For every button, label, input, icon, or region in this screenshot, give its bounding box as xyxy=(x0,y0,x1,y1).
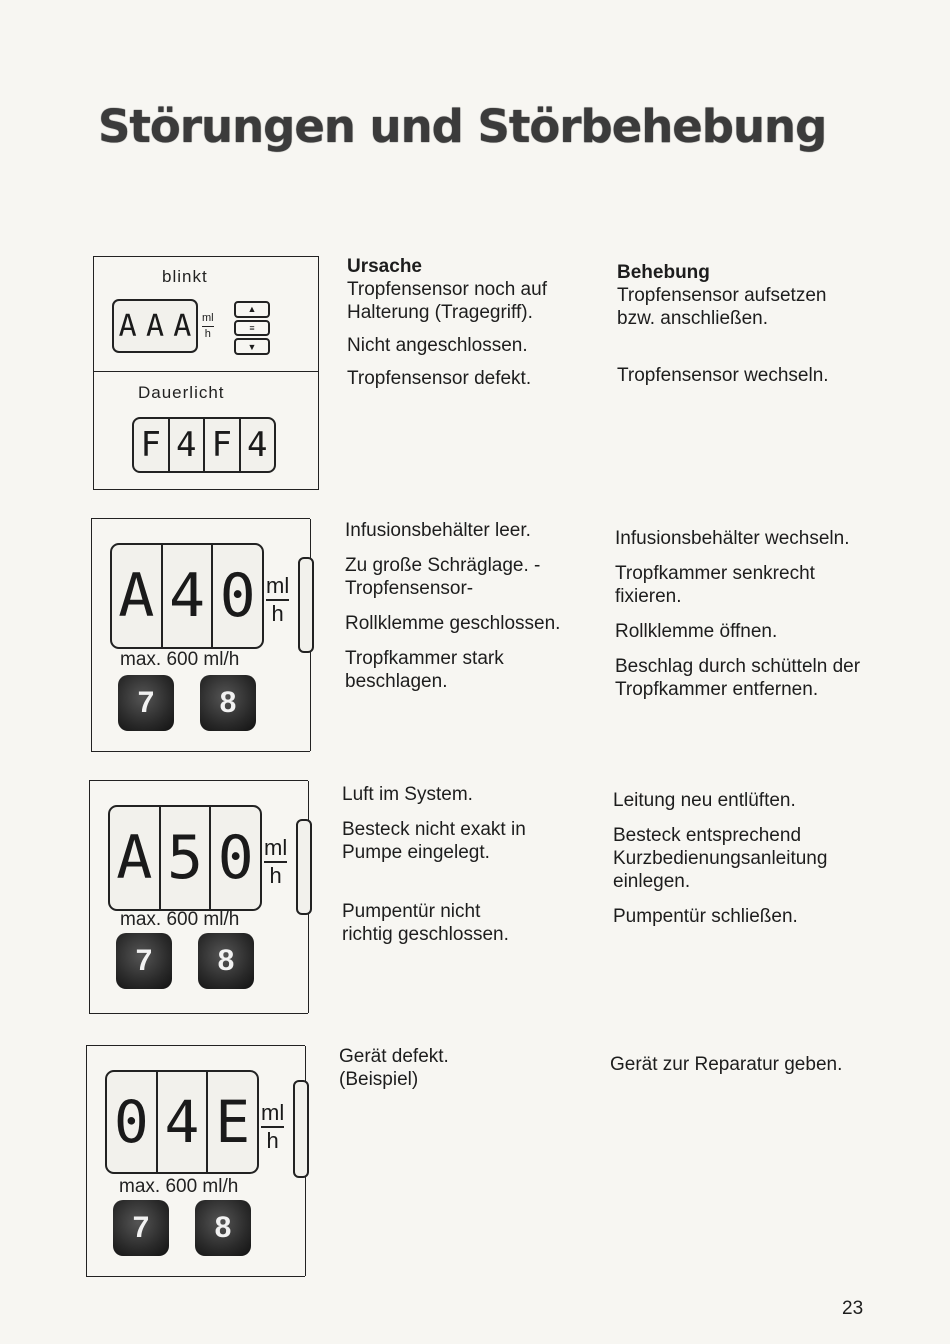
page-title: Störungen und Störbehebung xyxy=(98,100,827,153)
fix-text: Rollklemme öffnen. xyxy=(615,621,778,642)
lcd-display xyxy=(108,805,262,911)
fix-text: Tropfensensor aufsetzen bzw. anschließen. xyxy=(617,285,827,329)
menu-icon[interactable]: ≡ xyxy=(234,320,270,337)
arrow-up-icon[interactable]: ▲ xyxy=(234,301,270,318)
fix-column-2 xyxy=(615,527,865,701)
cause-column-4 xyxy=(339,1045,489,1091)
cause-text: Tropfensensor defekt. xyxy=(347,368,532,389)
lcd-digit: A xyxy=(118,308,137,344)
max-rate-label: max. 600 ml/h xyxy=(119,1176,239,1197)
lcd-digit: A xyxy=(110,807,161,909)
fix-column-4 xyxy=(610,1053,870,1076)
lcd-digit: 0 xyxy=(107,1072,158,1172)
lcd-display-bottom xyxy=(132,417,276,473)
fix-text: Beschlag durch schütteln der Tropfkammer entfernen. xyxy=(615,656,861,700)
fix-text: Leitung neu entlüften. xyxy=(613,790,796,811)
caption-blinkt: blinkt xyxy=(162,267,208,286)
device-panel-3 xyxy=(89,780,308,1014)
lcd-digit: F xyxy=(205,419,241,471)
cause-text: Gerät defekt. (Beispiel) xyxy=(339,1046,449,1090)
key-8[interactable]: 8 xyxy=(195,1200,251,1256)
cause-text: Pumpentür nicht richtig geschlossen. xyxy=(342,901,509,945)
fix-text: Tropfkammer senkrecht fixieren. xyxy=(615,563,815,607)
button-stack xyxy=(234,301,270,355)
arrow-down-icon[interactable]: ▼ xyxy=(234,338,270,355)
cause-text: Rollklemme geschlossen. xyxy=(345,613,561,634)
lcd-display xyxy=(105,1070,259,1174)
cause-text: Besteck nicht exakt in Pumpe eingelegt. xyxy=(342,819,526,863)
lcd-digit: A xyxy=(145,308,165,344)
lcd-digit: 4 xyxy=(247,425,268,465)
fix-text: Tropfensensor wechseln. xyxy=(617,365,829,386)
cause-text: Luft im System. xyxy=(342,784,473,805)
side-slot xyxy=(296,819,312,915)
cause-column-1 xyxy=(347,255,597,390)
key-8[interactable]: 8 xyxy=(198,933,254,989)
lcd-digit: 4 xyxy=(158,1072,209,1172)
side-slot xyxy=(293,1080,309,1178)
cause-text: Tropfkammer stark beschlagen. xyxy=(345,648,504,692)
device-panel-2 xyxy=(91,518,310,752)
page-number: 23 xyxy=(842,1298,864,1319)
fix-text: Pumpentür schließen. xyxy=(613,906,798,927)
cause-column-2 xyxy=(345,519,590,693)
lcd-digit: A xyxy=(112,545,163,647)
lcd-digit: 4 xyxy=(170,419,206,471)
device-panel-4 xyxy=(86,1045,305,1277)
fix-text: Besteck entsprechend Kurzbedienungsanleitung einlegen. xyxy=(613,825,828,892)
key-8[interactable]: 8 xyxy=(200,675,256,731)
cause-text: Tropfensensor noch auf Halterung (Tragegriff). xyxy=(347,279,547,323)
key-7[interactable]: 7 xyxy=(118,675,174,731)
lcd-display xyxy=(110,543,264,649)
max-rate-label: max. 600 ml/h xyxy=(120,649,240,670)
max-rate-label: max. 600 ml/h xyxy=(120,909,240,930)
unit-ml-h: ml h xyxy=(266,573,290,626)
lcd-digit: A xyxy=(173,308,192,344)
lcd-digit: 0 xyxy=(217,823,254,893)
cause-text: Infusionsbehälter leer. xyxy=(345,520,531,541)
lcd-display-top xyxy=(112,299,198,353)
unit-ml-h: ml h xyxy=(261,1100,285,1153)
unit-ml-h: ml h xyxy=(264,835,288,888)
fix-column-1 xyxy=(617,261,857,387)
lcd-digit: 4 xyxy=(163,545,214,647)
key-7[interactable]: 7 xyxy=(116,933,172,989)
sensor-error-panel xyxy=(93,256,319,490)
fix-column-3 xyxy=(613,789,863,928)
lcd-digit: F xyxy=(134,419,170,471)
fix-text: Gerät zur Reparatur geben. xyxy=(610,1054,843,1075)
unit-ml-h: ml h xyxy=(202,312,214,340)
fix-heading: Behebung xyxy=(617,262,710,283)
lcd-digit: E xyxy=(215,1088,251,1156)
cause-text: Zu große Schräglage. -Tropfensensor- xyxy=(345,555,541,599)
lcd-digit: 0 xyxy=(219,561,256,631)
side-slot xyxy=(298,557,314,653)
cause-heading: Ursache xyxy=(347,256,422,277)
cause-text: Nicht angeschlossen. xyxy=(347,335,528,356)
cause-column-3 xyxy=(342,783,582,946)
key-7[interactable]: 7 xyxy=(113,1200,169,1256)
caption-dauerlicht: Dauerlicht xyxy=(138,383,225,402)
lcd-digit: 5 xyxy=(161,807,212,909)
fix-text: Infusionsbehälter wechseln. xyxy=(615,528,850,549)
